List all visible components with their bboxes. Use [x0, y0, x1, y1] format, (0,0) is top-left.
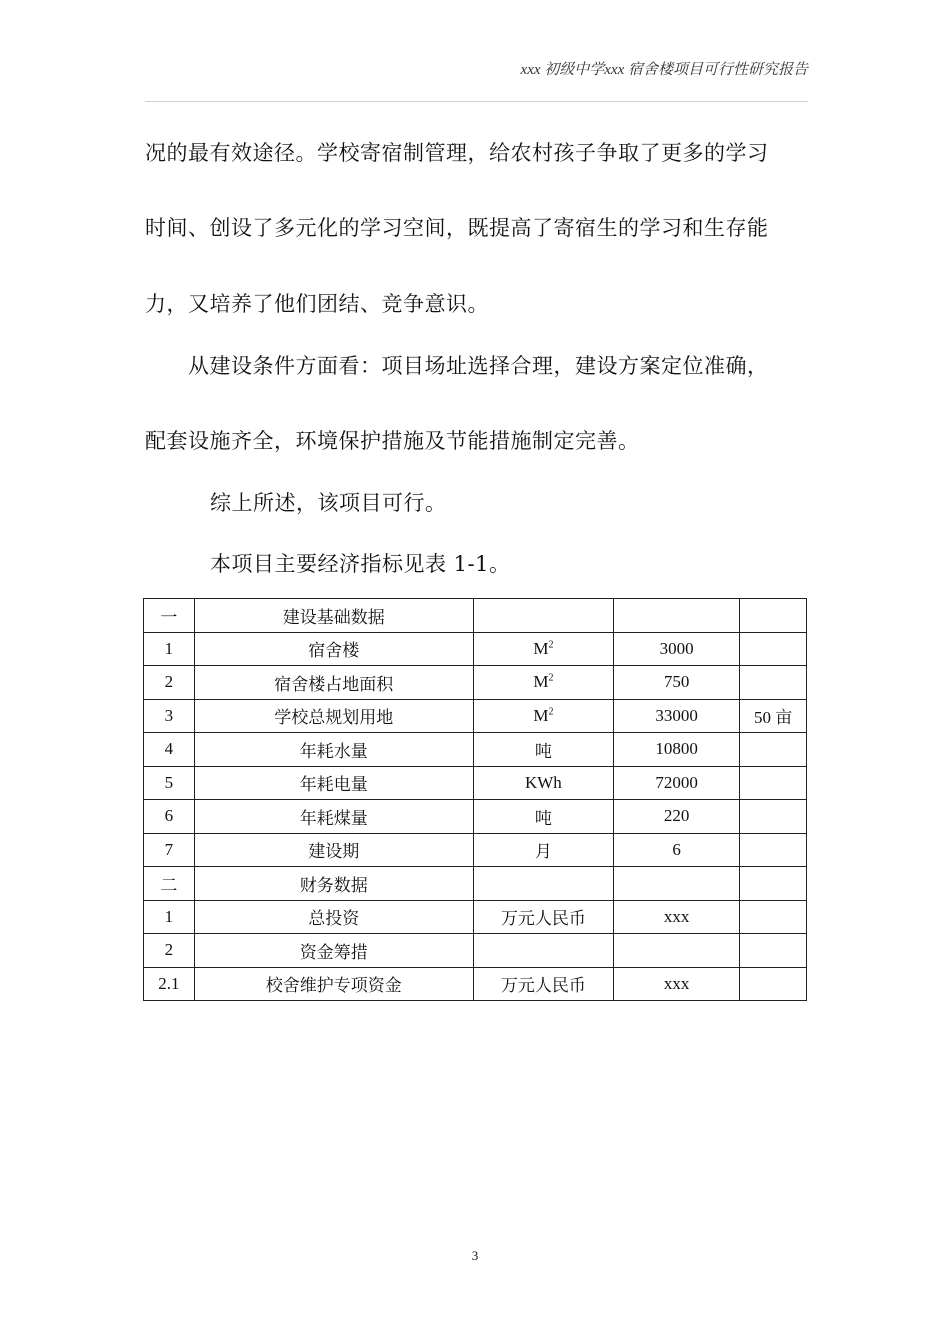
cell-text: 72000 — [655, 772, 698, 792]
item-name-cell — [194, 599, 473, 633]
unit-cell — [473, 766, 613, 800]
cell-text: KWh — [524, 772, 562, 792]
cell-text: 1 — [164, 638, 174, 658]
cell-text: 33000 — [655, 705, 698, 725]
row-index-cell — [144, 699, 195, 733]
row-index-cell — [144, 599, 195, 633]
cell-text: 6 — [164, 806, 174, 826]
cell-text: xxx — [663, 973, 690, 993]
body-line-4: 从建设条件方面看：项目场址选择合理，建设方案定位准确， — [188, 354, 769, 378]
cell-text: 月 — [534, 842, 552, 862]
remark-cell — [740, 934, 807, 968]
unit-cell — [473, 934, 613, 968]
cell-text: 年耗煤量 — [299, 808, 368, 828]
cell-text: 年耗水量 — [299, 741, 368, 761]
cell-text: 宿舍楼 — [308, 641, 360, 661]
cell-text: 一 — [160, 607, 178, 627]
row-index-cell — [144, 967, 195, 1001]
table-row — [144, 867, 807, 901]
row-index-cell — [144, 867, 195, 901]
cell-text: 3000 — [659, 638, 694, 658]
conclusion-line: 综上所述，该项目可行。 — [210, 491, 447, 515]
remark-cell — [740, 632, 807, 666]
body-line-5: 配套设施齐全，环境保护措施及节能措施制定完善。 — [145, 429, 640, 453]
cell-text: 宿舍楼占地面积 — [274, 674, 394, 694]
remark-cell — [740, 967, 807, 1001]
page-header: xxx 初级中学xxx 宿舍楼项目可行性研究报告 — [520, 62, 808, 78]
unit-superscript: 2 — [548, 672, 554, 684]
value-cell — [613, 934, 739, 968]
item-name-cell — [194, 666, 473, 700]
cell-text: 1 — [164, 906, 174, 926]
cell-text: 总投资 — [308, 909, 360, 929]
unit-cell — [473, 833, 613, 867]
table-row — [144, 934, 807, 968]
cell-text: 2 — [164, 940, 174, 960]
value-cell — [613, 967, 739, 1001]
unit-cell — [473, 733, 613, 767]
value-cell — [613, 800, 739, 834]
unit-cell — [473, 632, 613, 666]
remark-cell — [740, 766, 807, 800]
cell-text: 吨 — [534, 741, 552, 761]
cell-text: 3 — [164, 705, 174, 725]
economic-indicators-table — [143, 598, 807, 1001]
row-index-cell — [144, 934, 195, 968]
cell-text: 年耗电量 — [299, 775, 368, 795]
item-name-cell — [194, 967, 473, 1001]
row-index-cell — [144, 666, 195, 700]
page-number: 3 — [471, 1248, 479, 1263]
table-row — [144, 900, 807, 934]
item-name-cell — [194, 733, 473, 767]
cell-text: 建设期 — [308, 842, 360, 862]
table-row — [144, 967, 807, 1001]
item-name-cell — [194, 766, 473, 800]
remark-cell — [740, 900, 807, 934]
cell-text: 财务数据 — [299, 875, 368, 895]
cell-text: 万元人民币 — [500, 909, 586, 929]
cell-text: xxx — [663, 906, 690, 926]
cell-text: 750 — [663, 672, 690, 692]
unit-cell — [473, 800, 613, 834]
row-index-cell — [144, 833, 195, 867]
cell-text: 2 — [164, 672, 174, 692]
cell-text: 220 — [663, 806, 690, 826]
row-index-cell — [144, 900, 195, 934]
row-index-cell — [144, 733, 195, 767]
value-cell — [613, 766, 739, 800]
remark-cell — [740, 699, 807, 733]
table-row — [144, 666, 807, 700]
cell-text: 二 — [160, 875, 178, 895]
item-name-cell — [194, 833, 473, 867]
cell-text: 4 — [164, 739, 174, 759]
table-row — [144, 699, 807, 733]
item-name-cell — [194, 900, 473, 934]
remark-cell — [740, 800, 807, 834]
value-cell — [613, 666, 739, 700]
unit-superscript: 2 — [548, 706, 554, 718]
unit-cell — [473, 967, 613, 1001]
item-name-cell — [194, 934, 473, 968]
value-cell — [613, 733, 739, 767]
cell-text: 6 — [672, 839, 681, 859]
remark-cell — [740, 599, 807, 633]
row-index-cell — [144, 800, 195, 834]
unit-cell — [473, 599, 613, 633]
table-row — [144, 766, 807, 800]
header-divider — [145, 101, 808, 102]
item-name-cell — [194, 867, 473, 901]
cell-text: M — [533, 672, 549, 692]
remark-cell — [740, 733, 807, 767]
remark-cell — [740, 867, 807, 901]
table-row — [144, 833, 807, 867]
cell-text: 50 亩 — [754, 708, 793, 728]
cell-text: 资金筹措 — [299, 942, 368, 962]
item-name-cell — [194, 800, 473, 834]
cell-text: M — [533, 705, 549, 725]
cell-text: 学校总规划用地 — [274, 708, 394, 728]
cell-text: 10800 — [655, 739, 698, 759]
unit-superscript: 2 — [548, 639, 554, 651]
cell-text: 5 — [164, 772, 174, 792]
cell-text: 7 — [164, 839, 174, 859]
body-line-3: 力，又培养了他们团结、竞争意识。 — [145, 292, 489, 316]
cell-text: 2.1 — [158, 973, 180, 993]
cell-text: 吨 — [534, 808, 552, 828]
table-row — [144, 733, 807, 767]
cell-text: 建设基础数据 — [282, 607, 385, 627]
value-cell — [613, 867, 739, 901]
value-cell — [613, 632, 739, 666]
remark-cell — [740, 833, 807, 867]
value-cell — [613, 699, 739, 733]
body-line-1: 况的最有效途径。学校寄宿制管理，给农村孩子争取了更多的学习 — [145, 141, 769, 165]
row-index-cell — [144, 766, 195, 800]
cell-text: 校舍维护专项资金 — [265, 976, 402, 996]
item-name-cell — [194, 632, 473, 666]
unit-cell — [473, 699, 613, 733]
value-cell — [613, 599, 739, 633]
cell-text: M — [533, 638, 549, 658]
unit-cell — [473, 900, 613, 934]
unit-cell — [473, 867, 613, 901]
remark-cell — [740, 666, 807, 700]
body-line-2: 时间、创设了多元化的学习空间，既提高了寄宿生的学习和生存能 — [145, 216, 769, 240]
table-row — [144, 599, 807, 633]
value-cell — [613, 900, 739, 934]
row-index-cell — [144, 632, 195, 666]
table-row — [144, 632, 807, 666]
table-intro-line: 本项目主要经济指标见表 1-1。 — [210, 552, 511, 576]
table-row — [144, 800, 807, 834]
cell-text: 万元人民币 — [500, 976, 586, 996]
unit-cell — [473, 666, 613, 700]
item-name-cell — [194, 699, 473, 733]
value-cell — [613, 833, 739, 867]
